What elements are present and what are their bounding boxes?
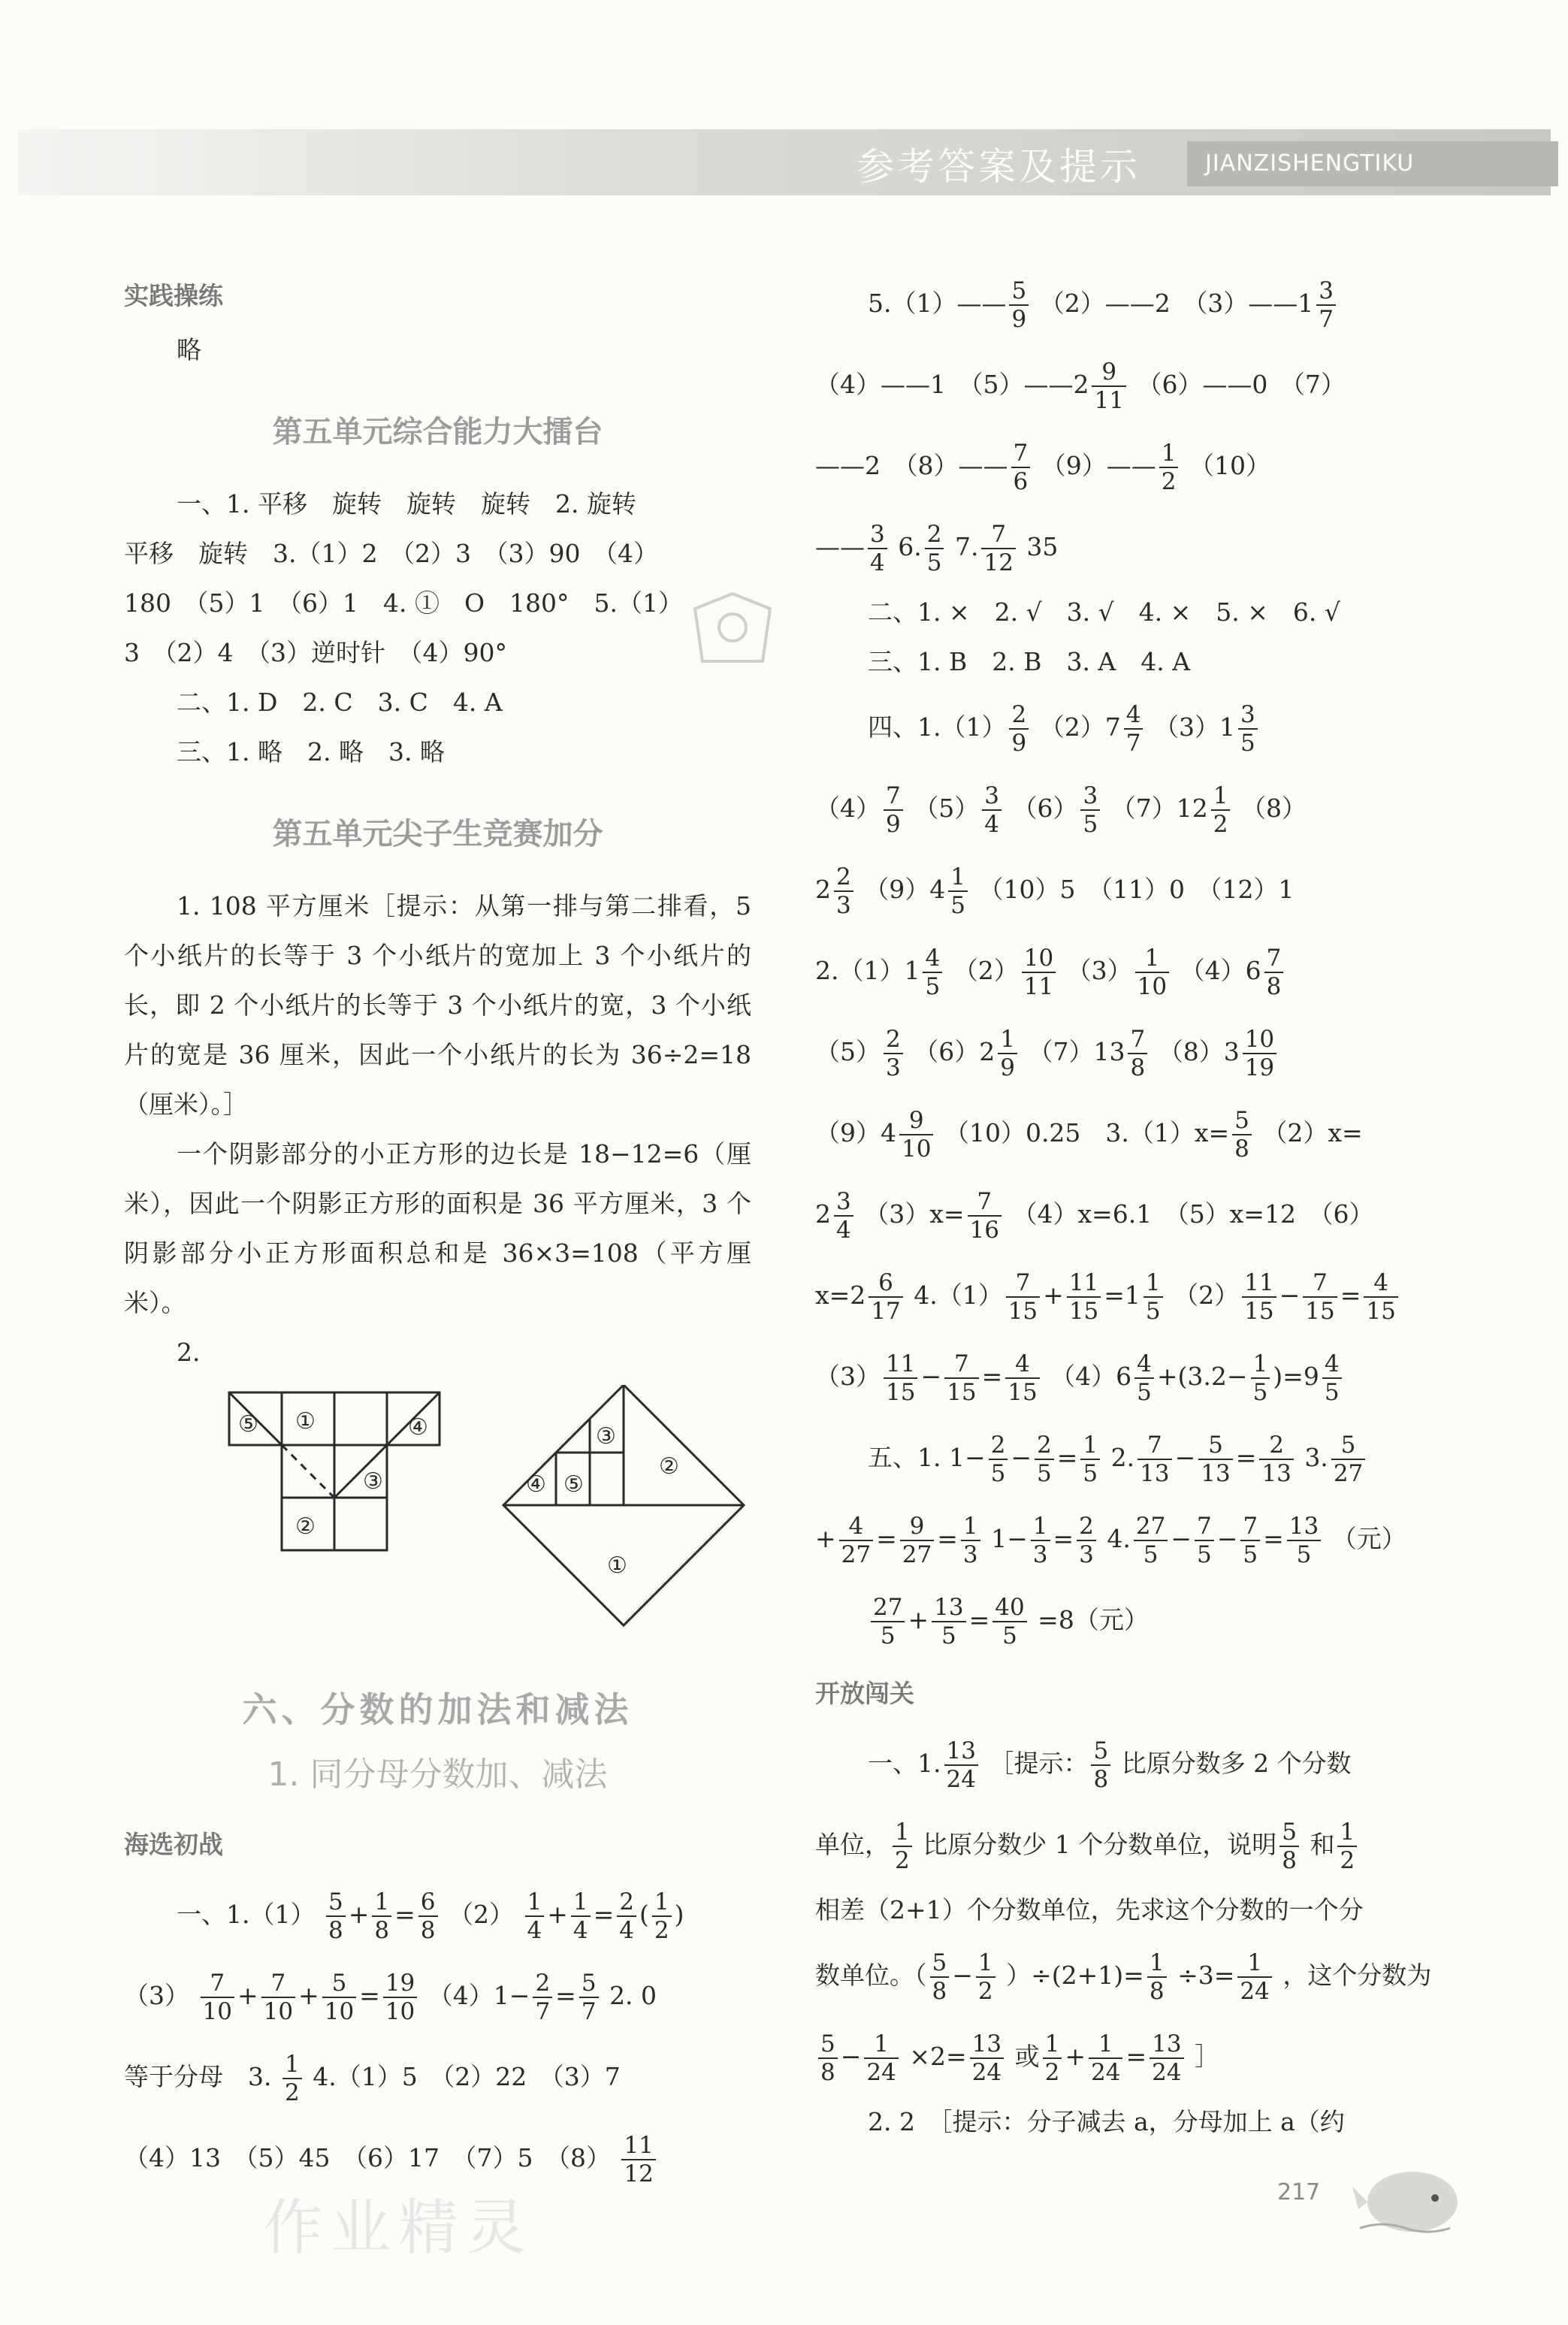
practice-body: 略	[177, 335, 201, 364]
chapter-title: 六、分数的加法和减法	[242, 1689, 633, 1730]
tangram-figures	[124, 1385, 751, 1655]
answer-line: —— $\frac{3}{4}$ 6. $\frac{2}{5}$ 7. $\frac{7}{12}$ 35	[815, 521, 1059, 576]
chapter-subtitle: 1. 同分母分数加、减法	[267, 1755, 608, 1794]
answer-line: （4） $\frac{7}{9}$ （5） $\frac{3}{4}$ （6） $\frac{3}{5}$ （7）12 $\frac{1}{2}$ （8）	[815, 782, 1307, 838]
answer-line: （4）13 （5）45 （6）17 （7）5 （8） $\frac{11}{12}$	[124, 2118, 751, 2199]
label-big-c2: ②	[659, 1453, 679, 1480]
unit5-line: 三、1. 略 2. 略 3. 略	[177, 737, 445, 766]
figure-diagrams	[124, 1385, 751, 1655]
answer-line: 相差（2+1）个分数单位，先求这个分数的一个分	[815, 1895, 1364, 1924]
header-tag: JIANZISHENGTIKU	[1187, 141, 1558, 186]
label-c5: ⑤	[238, 1411, 258, 1438]
unit5-title: 第五单元综合能力大擂台	[272, 415, 603, 449]
answer-line: $\frac{27}{5}$ + $\frac{13}{5}$ = $\frac{40}{5}$ =8（元）	[815, 1580, 1439, 1661]
competition-answer-1: 1. 108 平方厘米［提示：从第一排与第二排看，5 个小纸片的长等于 3 个小纸片的宽加上 3 个小纸片的长，即 2 个小纸片的长等于 3 个小纸片的宽，3 个小纸片的宽是 36 厘米，因此一个小纸片的长为 36÷2=18（厘米）。］	[124, 891, 751, 1119]
answer-line: 数单位。（ $\frac{5}{8}$ − $\frac{1}{2}$ ）÷(2+1)= $\frac{1}{8}$ ÷3= $\frac{1}{24}$ ，这个分数为	[815, 1949, 1432, 2005]
watermark: 作业精灵	[263, 2193, 533, 2263]
answer-line: 三、1. B 2. B 3. A 4. A	[868, 647, 1191, 676]
right-column	[815, 263, 1439, 2147]
answer-line: 5.（1）—— $\frac{5}{9}$ （2）——2 （3）——1 $\frac{3}{7}$	[815, 263, 1439, 344]
unit5-line: 180 （5）1 （6）1 4. ① O 180° 5.（1）	[124, 588, 683, 618]
stamp-logo	[680, 579, 785, 687]
label-c4: ④	[408, 1414, 428, 1441]
label-c3: ③	[363, 1468, 383, 1495]
practice-heading: 实践操练	[124, 281, 223, 310]
answer-line: （4）——1 （5）——2 $\frac{9}{11}$ （6）——0 （7）	[815, 358, 1346, 414]
label-big-c5: ⑤	[563, 1471, 584, 1498]
answer-line: （9）4 $\frac{9}{10}$ （10）0.25 3.（1）x= $\frac{5}{8}$ （2）x=	[815, 1107, 1363, 1162]
competition-answer-1-cont: 一个阴影部分的小正方形的边长是 18−12=6（厘米），因此一个阴影正方形的面积是 36 平方厘米，3 个阴影部分小正方形面积总和是 36×3=108（平方厘米）。	[124, 1139, 751, 1317]
label-big-c3: ③	[596, 1423, 616, 1450]
label-big-c1: ①	[607, 1553, 627, 1579]
answer-line: 一、1.（1） $\frac{5}{8}$ + $\frac{1}{8}$ = $\frac{6}{8}$ （2） $\frac{1}{4}$ + $\frac{1}{4}$ = $\frac{2}{4}$ ( $\frac{1}{2}$ )	[177, 1888, 684, 1944]
unit5-line: 3 （2）4 （3）逆时针 （4）90°	[124, 638, 507, 667]
unit5-line: 二、1. D 2. C 3. C 4. A	[177, 688, 503, 717]
answer-line: （5） $\frac{2}{3}$ （6）2 $\frac{1}{9}$ （7）13 $\frac{7}{8}$ （8）3 $\frac{10}{19}$	[815, 1011, 1439, 1093]
answer-line: ——2 （8）—— $\frac{7}{6}$ （9）—— $\frac{1}{2}$ （10）	[815, 440, 1270, 495]
label-c2: ②	[295, 1513, 316, 1540]
answer-line: （3） $\frac{7}{10}$ + $\frac{7}{10}$ + $\frac{5}{10}$ = $\frac{19}{10}$ （4）1− $\frac{2}{7}$ = $\frac{5}{7}$ 2. 0	[124, 1970, 657, 2025]
answer-line: 2 $\frac{2}{3}$ （9）4 $\frac{1}{5}$ （10）5 （11）0 （12）1	[815, 863, 1295, 919]
answer-line: 四、1.（1） $\frac{2}{9}$ （2）7 $\frac{4}{7}$ （3）1 $\frac{3}{5}$	[815, 687, 1439, 768]
answer-line: 2. 2 ［提示：分子减去 a，分母加上 a（约	[868, 2107, 1345, 2136]
unit5-line: 一、1. 平移 旋转 旋转 旋转 2. 旋转	[177, 489, 636, 519]
haixuan-heading: 海选初战	[124, 1830, 223, 1859]
whale-icon	[1352, 2157, 1465, 2242]
unit5-line: 平移 旋转 3.（1）2 （2）3 （3）90 （4）	[124, 539, 658, 568]
page-number: 217	[1277, 2179, 1321, 2206]
answer-line: $\frac{5}{8}$ − $\frac{1}{24}$ ×2= $\frac{13}{24}$ 或 $\frac{1}{2}$ + $\frac{1}{24}$ = $\frac{13}{24}$ ］	[815, 2016, 1439, 2097]
answer-line: x=2 $\frac{6}{17}$ 4.（1） $\frac{7}{15}$ + $\frac{11}{15}$ =1 $\frac{1}{5}$ （2） $\frac{11}{15}$ − $\frac{7}{15}$ = $\frac{4}{15}$	[815, 1255, 1439, 1336]
answer-line: 二、1. × 2. √ 3. √ 4. × 5. × 6. √	[868, 597, 1340, 627]
left-column	[124, 263, 751, 2199]
answer-line: 等于分母 3. $\frac{1}{2}$ 4.（1）5 （2）22 （3）7	[124, 2051, 621, 2106]
answer-line: （3） $\frac{11}{15}$ − $\frac{7}{15}$ = $\frac{4}{15}$ （4）6 $\frac{4}{5}$ +(3.2− $\frac{1}{5}$ )=9 $\frac{4}{5}$	[815, 1336, 1439, 1417]
answer-line: 一、1. $\frac{13}{24}$ ［提示： $\frac{5}{8}$ 比原分数多 2 个分数	[868, 1737, 1352, 1793]
header-title: 参考答案及提示	[857, 145, 1141, 189]
kaifang-heading: 开放闯关	[815, 1679, 914, 1708]
answer-line: + $\frac{4}{27}$ = $\frac{9}{27}$ = $\frac{1}{3}$ 1− $\frac{1}{3}$ = $\frac{2}{3}$ 4. $\frac{27}{5}$ − $\frac{7}{5}$ − $\frac{7}{5}$ = $\frac{13}{5}$ （元）	[815, 1513, 1406, 1568]
label-c1: ①	[295, 1408, 316, 1435]
label-big-c4: ④	[526, 1471, 546, 1498]
answer-line: 2.（1）1 $\frac{4}{5}$ （2） $\frac{10}{11}$ （3） $\frac{1}{10}$ （4）6 $\frac{7}{8}$	[815, 930, 1439, 1011]
answer-line: 2 $\frac{3}{4}$ （3）x= $\frac{7}{16}$ （4）x=6.1 （5）x=12 （6）	[815, 1188, 1374, 1244]
answer-line: 单位， $\frac{1}{2}$ 比原分数少 1 个分数单位，说明 $\frac{5}{8}$ 和 $\frac{1}{2}$	[815, 1804, 1439, 1885]
question-2-label: 2.	[177, 1338, 201, 1367]
answer-line: 五、1. 1− $\frac{2}{5}$ − $\frac{2}{5}$ = $\frac{1}{5}$ 2. $\frac{7}{13}$ − $\frac{5}{13}$ = $\frac{2}{13}$ 3. $\frac{5}{27}$	[815, 1417, 1439, 1498]
competition-title: 第五单元尖子生竞赛加分	[272, 817, 603, 851]
